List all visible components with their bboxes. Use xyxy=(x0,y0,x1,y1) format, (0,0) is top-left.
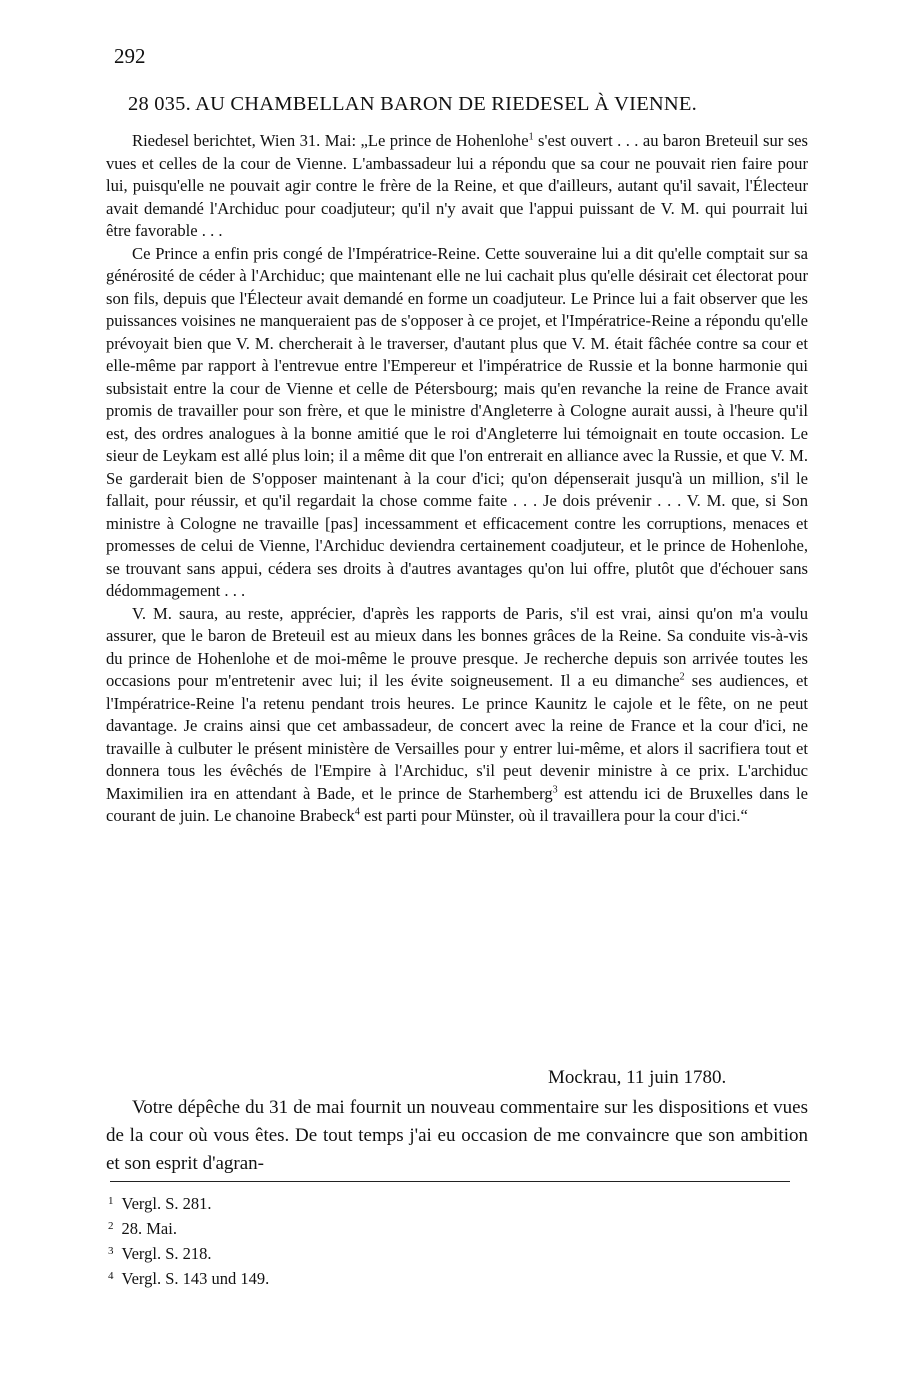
quote-paragraph-1 xyxy=(106,130,808,243)
letter-paragraph: Votre dépêche du 31 de mai fournit un nouveau commentaire sur les dispositions et vues de la cour où vous êtes. De tout temps j'ai eu occasion de me convaincre que son ambition et son esprit d'agran- xyxy=(106,1097,808,1174)
footnote-mark: 1 xyxy=(108,1195,114,1207)
quote-text: est attendu ici de Bruxelles dans le courant de juin. Le chanoine Brabeck xyxy=(106,783,808,825)
footnote-ref: 3 xyxy=(552,783,558,795)
footnote-ref: 4 xyxy=(354,806,360,818)
footnote xyxy=(108,1190,269,1215)
quote-paragraph-3 xyxy=(106,603,808,828)
footnote-text: Vergl. S. 143 und 149. xyxy=(121,1269,270,1288)
document-title: 28 035. AU CHAMBELLAN BARON DE RIEDESEL À VIENNE. xyxy=(128,93,697,115)
quote-text: Riedesel berichtet, Wien 31. Mai: „Le prince de Hohenlohe xyxy=(132,131,529,150)
footnote-mark: 4 xyxy=(108,1270,114,1282)
footnote xyxy=(108,1240,269,1265)
quote-text: est parti pour Münster, où il travaillera pour la cour d'ici.“ xyxy=(359,806,748,825)
letter-body xyxy=(106,1094,808,1178)
footnote-ref: 1 xyxy=(528,131,534,143)
footnote xyxy=(108,1215,269,1240)
footnote-divider xyxy=(110,1181,790,1182)
footnotes xyxy=(108,1190,269,1290)
footnote-ref: 2 xyxy=(679,671,685,683)
footnote-text: Vergl. S. 218. xyxy=(121,1244,212,1263)
quote-text: s'est ouvert . . . au baron Breteuil sur ses vues et celles de la cour de Vienne. L'ambassadeur lui a répondu que sa cour ne pouvait rien faire pour lui, puisqu'elle ne pouvait agir contre le frère de la Reine, et que d'ailleurs, autant qu'il savait, l'Électeur avait demandé l'Archiduc pour coadjuteur; qu'il n'y avait que l'appui puissant de V. M. qui pourrait lui être favorable . . . xyxy=(106,131,808,240)
report-quote xyxy=(106,130,808,828)
quote-paragraph-2: Ce Prince a enfin pris congé de l'Impératrice-Reine. Cette souveraine lui a dit qu'elle comptait sur sa générosité de céder à l'Archiduc; que maintenant elle ne lui cachait plus qu'elle désirait cet électorat pour son fils, depuis que l'Électeur avait demandé en forme un coadjuteur. Le Prince lui a fait observer que les puissances voisines ne manqueraient pas de s'opposer à ce projet, et l'Impératrice-Reine a répondu qu'elle prévoyait bien que V. M. chercherait à le traverser, d'autant plus que V. M. était fâchée contre sa cour et elle-même par rapport à l'entrevue entre l'Empereur et l'impératrice de Russie et la bonne harmonie qui subsistait entre la cour de Vienne et celle de Pétersbourg; mais qu'en revanche la reine de France avait promis de travailler pour son frère, et que le ministre d'Angleterre à Cologne aurait aussi, à l'heure qu'il est, des ordres analogues à la bonne amitié que le roi d'Angleterre lui témoignait en toute occasion. Le sieur de Leykam est allé plus loin; il a même dit que l'on entrerait en alliance avec la Russie, et que V. M. Se garderait bien de S'opposer maintenant à la cour d'ici; qu'on dépenserait jusqu'à un million, s'il le fallait, pour réussir, et qu'il regardait la chose comme faite . . . Je dois prévenir . . . V. M. que, si Son ministre à Cologne ne travaille [pas] incessamment et efficacement contre les corruptions, menaces et promesses de celui de Vienne, l'Archiduc deviendra certainement coadjuteur, et le prince de Hohenlohe, se trouvant sans appui, cédera ses droits à d'autres avantages qu'on lui offre, plutôt que d'échouer sans dédommagement . . . xyxy=(106,243,808,600)
page-number: 292 xyxy=(114,44,146,68)
quote-text: ses audiences, et l'Impératrice-Reine l'a retenu pendant trois heures. Le prince Kaunitz le cajole et le fête, on ne peut davantage. Je crains ainsi que cet ambassadeur, de concert avec la reine de France et la cour d'ici, ne travaille à culbuter le présent ministère de Versailles pour y entrer lui-même, et alors il sacrifiera tout et donnera tous les évêchés de l'Empire à l'Archiduc, s'il peut devenir ministre à ce prix. L'archiduc Maximilien ira en attendant à Bade, et le prince de Starhemberg xyxy=(106,671,808,803)
place-date-line: Mockrau, 11 juin 1780. xyxy=(548,1067,727,1088)
footnote-mark: 2 xyxy=(108,1220,114,1232)
footnote xyxy=(108,1265,269,1290)
footnote-text: 28. Mai. xyxy=(121,1219,177,1238)
quote-text: V. M. saura, au reste, apprécier, d'après les rapports de Paris, s'il est vrai, ainsi qu'on m'a voulu assurer, que le baron de Breteuil est au mieux dans les bonnes grâces de la Reine. Sa conduite vis-à-vis du prince de Hohenlohe et de moi-même le prouve presque. Je recherche depuis son arrivée toutes les occasions pour m'entretenir avec lui; il les évite soigneusement. Il a eu dimanche xyxy=(106,603,808,690)
footnote-mark: 3 xyxy=(108,1245,114,1257)
footnote-text: Vergl. S. 281. xyxy=(121,1194,212,1213)
